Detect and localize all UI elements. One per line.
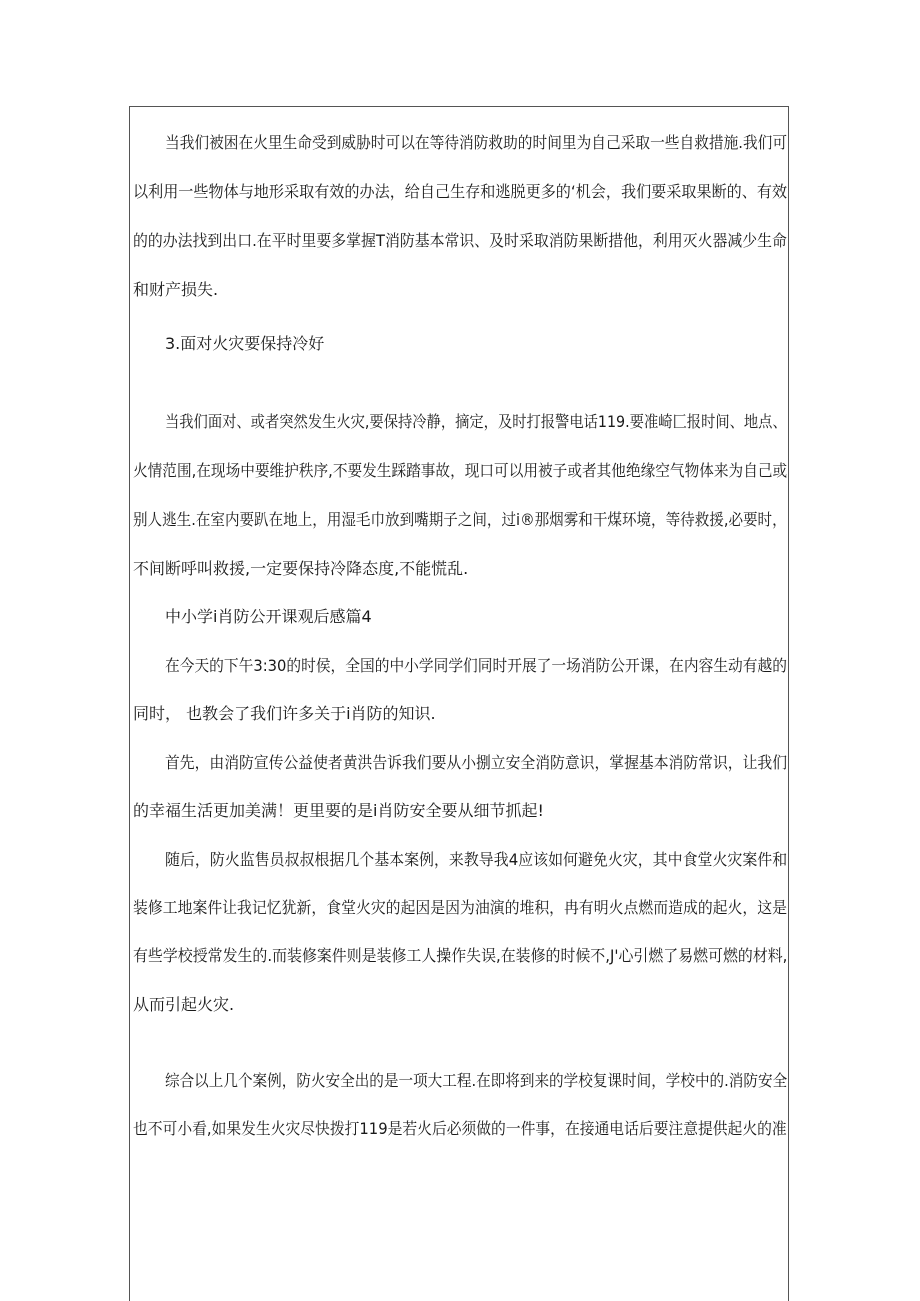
section-heading: 3.面对火灾要保持冷好 — [165, 334, 325, 353]
text-line: 的幸福生活更加美满！更里要的是i肖防安全要从细节抓起! — [133, 801, 544, 820]
text-line: 首先，由消防宣传公益使者黄洪告诉我们要从小捌立安全消防意识，掌握基本消防常识，让我们 — [165, 753, 788, 772]
text-line: 当我们面对、或者突然发生火灾,要保持冷静，摘定，及时打报警电话119.要准崎匚报时间、地点、 — [165, 412, 787, 431]
text-line: 同时， 也教会了我们许多关于i肖防的知识. — [133, 704, 436, 723]
text-line: 不间断呼叫救援,一定要保持冷降态度,不能慌乱. — [133, 559, 469, 578]
essay-title: 中小学i肖防公开课观后感篇4 — [165, 607, 372, 626]
text-line: 有些学校授常发生的.而装修案件则是装修工人操作失误,在装修的时候不,J'心引燃了易燃可燃的材料, — [133, 946, 788, 965]
text-line: 以利用一些物体与地形采取有效的办法，给自己生存和逃脱更多的‘机会，我们要采取果断的、有效 — [133, 182, 788, 201]
text-line: 装修工地案件让我记忆犹新，食堂火灾的起因是因为油演的堆积，冉有明火点燃而造成的起火，这是 — [133, 898, 788, 917]
text-line: 火情范围,在现场中要维护秩序,不要发生踩踏事故，现口可以用被子或者其他绝缘空气物体来为自己或 — [133, 461, 788, 480]
text-line: 别人逃生.在室内要趴在地上，用湿毛巾放到嘴期子之间，过i®那烟雾和干煤环境，等待救援,必要时， — [133, 510, 787, 529]
text-line: 的的办法找到出口.在平时里要多掌握T消防基本常识、及时采取消防果断措他，利用灭火器减少生命 — [133, 231, 787, 250]
text-line: 从而引起火灾. — [133, 995, 235, 1014]
text-line: 在今天的下午3:30的时侯，全国的中小学同学们同时开展了一场消防公开课，在内容生动有越的 — [165, 656, 787, 675]
text-line: 随后，防火监售员叔叔根据几个基本案例，来教导我4应该如何避免火灾，其中食堂火灾案件和 — [165, 850, 788, 869]
text-line: 和财产损失. — [133, 280, 219, 299]
text-line: 综合以上几个案例，防火安全出的是一项大工程.在即将到来的学校复课时间，学校中的.消防安全 — [165, 1071, 788, 1090]
text-line: 当我们被困在火里生命受到威胁时可以在等待消防救助的时间里为自己采取一些自救措施.我们可 — [165, 133, 788, 152]
text-line: 也不可小看,如果发生火灾尽快拨打119是若火后必须做的一件事，在接通电话后要注意提供起火的准 — [133, 1119, 787, 1138]
